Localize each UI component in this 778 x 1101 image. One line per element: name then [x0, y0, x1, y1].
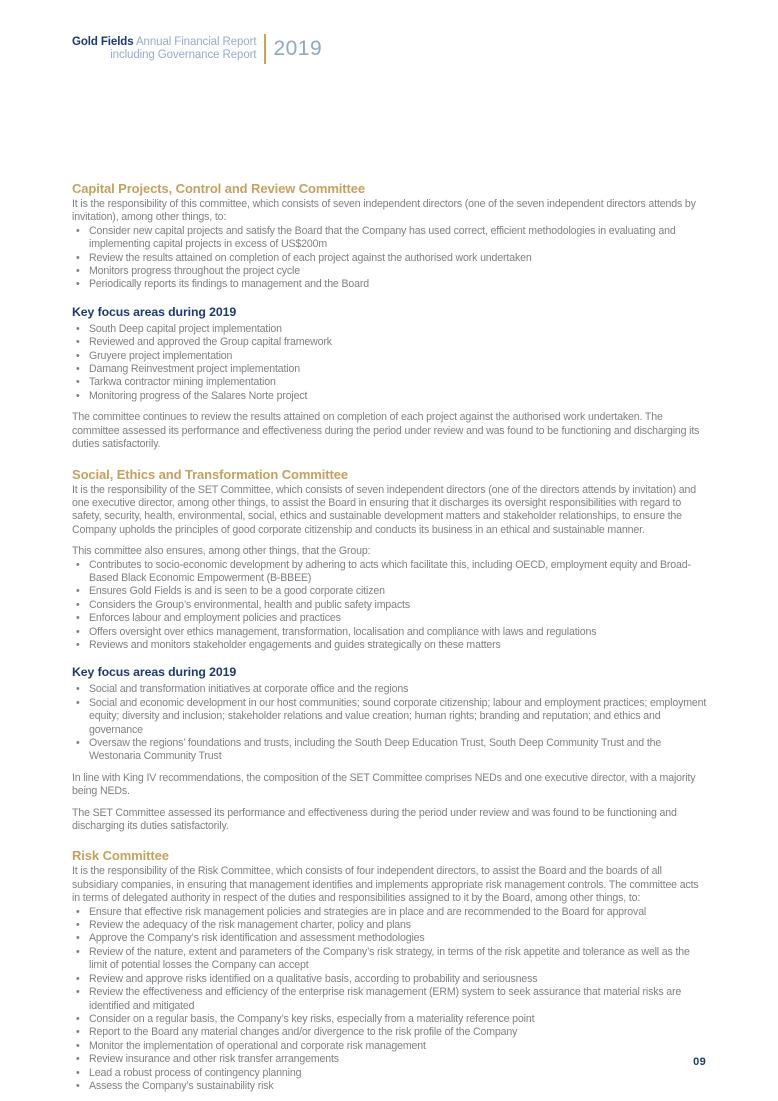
report-year: 2019: [273, 37, 323, 60]
bullet-item: • Ensure that effective risk management policies and strategies are in place and are recommended to the Board for approval: [72, 906, 708, 919]
section-heading: Risk Committee: [72, 848, 169, 864]
bullet-item: • Social and economic development in our host communities; sound corporate citizenship; labour and employment practices; employment equity; diversity and inclusion; stakeholder relations and value creation; human rights; branding and reputation; and ethics and governance: [72, 697, 708, 737]
bullet-list: [72, 906, 708, 1094]
bullet-item: • Review of the nature, extent and parameters of the Company’s risk strategy, in terms of the risk appetite and tolerance as well as the limit of potential losses the Company can accept: [72, 946, 708, 973]
bullet-item: • Periodically reports its findings to management and the Board: [72, 278, 708, 291]
bullet-item: • Tarkwa contractor mining implementation: [72, 376, 708, 389]
report-header: [72, 34, 322, 64]
bullet-item: • Lead a robust process of contingency planning: [72, 1067, 708, 1080]
bullet-list: [72, 323, 708, 403]
bullet-list: [72, 225, 708, 292]
bullet-item: • Oversaw the regions’ foundations and trusts, including the South Deep Education Trust, South Deep Community Trust and the Westonaria Community Trust: [72, 737, 708, 764]
bullet-item: • Enforces labour and employment policies and practices: [72, 612, 708, 625]
paragraph: It is the responsibility of this committee, which consists of seven independent directors (one of the seven independent directors attends by invitation), among other things, to:: [72, 198, 696, 224]
paragraph: It is the responsibility of the SET Committee, which consists of seven independent directors (one of the directors attends by invitation) and one executive director, among other things, to assist the Board in ensuring that it discharges its oversight responsibilities with regard to safety, security, health, environmental, social, ethics and sustainable development matters and stakeholder relationships, to ensure the Company upholds the principles of good corporate citizenship and conducts its business in an ethical and sustainable manner.: [72, 483, 697, 536]
bullet-item: • Reviewed and approved the Group capital framework: [72, 336, 708, 349]
brand-name: Gold Fields: [72, 36, 134, 48]
bullet-item: • Ensures Gold Fields is and is seen to be a good corporate citizen: [72, 585, 708, 598]
header-divider: [264, 34, 266, 64]
bullet-item: • Monitor the implementation of operational and corporate risk management: [72, 1040, 708, 1053]
bullet-item: • Monitors progress throughout the project cycle: [72, 265, 708, 278]
bullet-item: • Consider new capital projects and satisfy the Board that the Company has used correct, efficient methodologies in evaluating and implementing capital projects in excess of US$200m: [72, 225, 708, 252]
bullet-item: • Report to the Board any material changes and/or divergence to the risk profile of the Company: [72, 1026, 708, 1039]
report-header-title: [72, 36, 256, 62]
bullet-item: • Contributes to socio-economic development by adhering to acts which facilitate this, including OECD, employment equity and Broad-Based Black Economic Empowerment (B-BBEE): [72, 559, 708, 586]
bullet-item: • Consider on a regular basis, the Company’s key risks, especially from a materiality reference point: [72, 1013, 708, 1026]
header-subtitle-2: including Governance Report: [110, 49, 257, 61]
subsection-heading: Key focus areas during 2019: [72, 665, 237, 680]
bullet-item: • South Deep capital project implementation: [72, 323, 708, 336]
paragraph: The SET Committee assessed its performance and effectiveness during the period under review and was found to be functioning and discharging its duties satisfactorily.: [72, 806, 677, 833]
bullet-item: • Assess the Company’s sustainability risk: [72, 1080, 708, 1093]
bullet-list: [72, 683, 708, 763]
bullet-item: • Gruyere project implementation: [72, 350, 708, 363]
header-subtitle-1: Annual Financial Report: [135, 36, 257, 48]
header-line-1: [72, 36, 256, 49]
paragraph: It is the responsibility of the Risk Committee, which consists of four independent directors, to assist the Board and the boards of all subsidiary companies, in ensuring that management identifies and implements appropriate risk management controls. The committee acts in terms of delegated authority in respect of the duties and responsibilities assigned to it by the Board, among other things, to:: [72, 865, 699, 905]
bullet-item: • Damang Reinvestment project implementation: [72, 363, 708, 376]
bullet-item: • Considers the Group’s environmental, health and public safety impacts: [72, 599, 708, 612]
bullet-item: • Review the results attained on completion of each project against the authorised work undertaken: [72, 252, 708, 265]
bullet-item: • Offers oversight over ethics management, transformation, localisation and compliance with laws and regulations: [72, 626, 708, 639]
bullet-item: • Review the adequacy of the risk management charter, policy and plans: [72, 919, 708, 932]
section-heading: Social, Ethics and Transformation Committee: [72, 466, 348, 482]
paragraph: This committee also ensures, among other things, that the Group:: [72, 545, 371, 558]
section-heading: Capital Projects, Control and Review Committee: [72, 181, 366, 196]
paragraph: In line with King IV recommendations, the composition of the SET Committee comprises NEDs and one executive director, with a majority being NEDs.: [72, 771, 696, 798]
page-number: 09: [693, 1056, 706, 1068]
bullet-item: • Review and approve risks identified on a qualitative basis, according to probability and seriousness: [72, 973, 708, 986]
bullet-item: • Review the effectiveness and efficiency of the enterprise risk management (ERM) system to seek assurance that material risks are identified and mitigated: [72, 986, 708, 1013]
page-content: [72, 181, 708, 1101]
bullet-item: • Approve the Company’s risk identification and assessment methodologies: [72, 932, 708, 945]
paragraph: The committee continues to review the results attained on completion of each project against the authorised work undertaken. The committee assessed its performance and effectiveness during the period under review and was found to be functioning and discharging its duties satisfactorily.: [72, 411, 700, 451]
subsection-heading: Key focus areas during 2019: [72, 304, 237, 319]
bullet-list: [72, 559, 708, 653]
bullet-item: • Review insurance and other risk transfer arrangements: [72, 1053, 708, 1066]
bullet-item: • Monitoring progress of the Salares Norte project: [72, 390, 708, 403]
bullet-item: • Reviews and monitors stakeholder engagements and guides strategically on these matters: [72, 639, 708, 652]
bullet-item: • Social and transformation initiatives at corporate office and the regions: [72, 683, 708, 696]
